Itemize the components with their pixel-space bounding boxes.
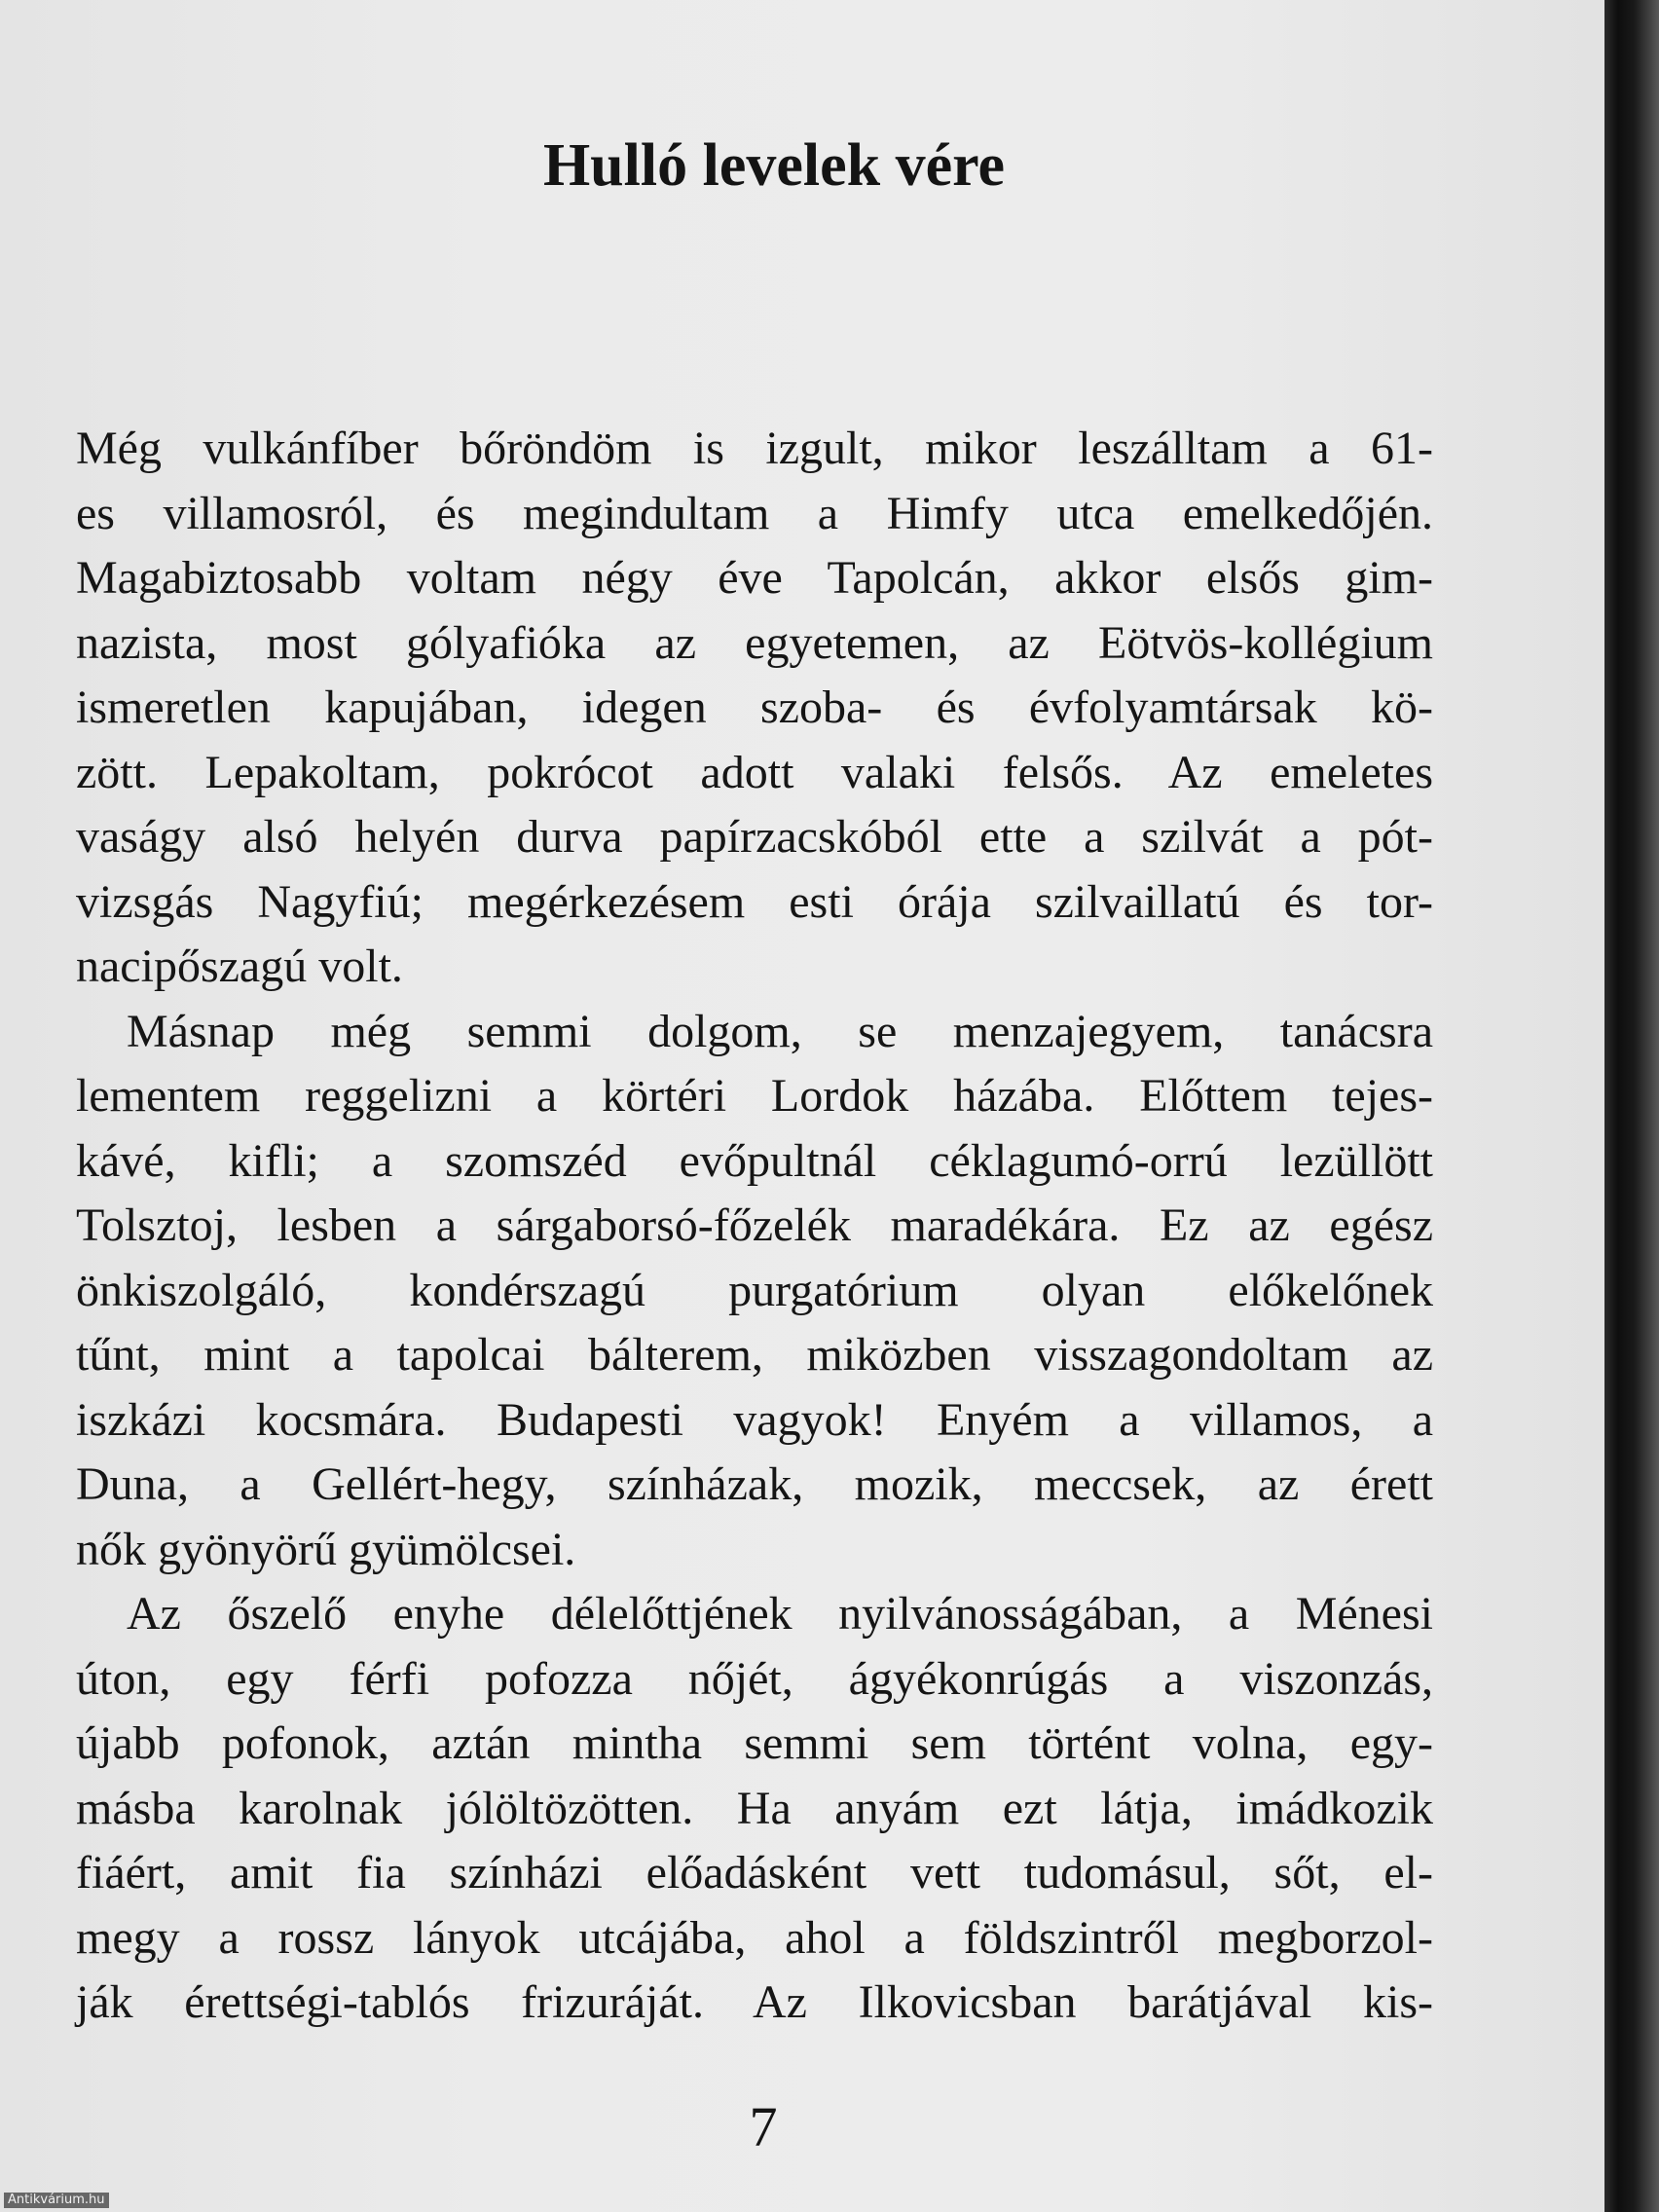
text-line: vizsgás Nagyfiú; megérkezésem esti órája szilvaillatú és tor- (76, 875, 1433, 928)
book-spine-edge (1604, 0, 1659, 2212)
text-line: Magabiztosabb voltam négy éve Tapolcán, akkor elsős gim- (76, 552, 1433, 604)
text-line: zött. Lepakoltam, pokrócot adott valaki felsős. Az emeletes (76, 746, 1433, 798)
text-line: nazista, most gólyafióka az egyetemen, az Eötvös-kollégium (76, 616, 1433, 669)
paragraph (76, 417, 1433, 1000)
text-line: nők gyönyörű gyümölcsei. (76, 1523, 576, 1575)
text-line: ják érettségi-tablós frizuráját. Az Ilkovicsban barátjával kis- (76, 1976, 1433, 2028)
text-line: tűnt, mint a tapolcai bálterem, miközben visszagondoltam az (76, 1329, 1433, 1381)
text-line: úton, egy férfi pofozza nőjét, ágyékonrúgás a viszonzás, (76, 1652, 1433, 1705)
paragraph (76, 1000, 1433, 1583)
text-line: újabb pofonok, aztán mintha semmi sem történt volna, egy- (76, 1717, 1433, 1769)
text-line: önkiszolgáló, kondérszagú purgatórium olyan előkelőnek (76, 1264, 1433, 1316)
body-text (76, 417, 1433, 2036)
text-line: iszkázi kocsmára. Budapesti vagyok! Enyém a villamos, a (76, 1393, 1433, 1446)
text-line: vaságy alsó helyén durva papírzacskóból ette a szilvát a pót- (76, 811, 1433, 863)
text-line: megy a rossz lányok utcájába, ahol a földszintről megborzol- (76, 1911, 1433, 1964)
text-line: Tolsztoj, lesben a sárgaborsó-főzelék maradékára. Ez az egész (76, 1199, 1433, 1251)
chapter-title: Hulló levelek vére (542, 131, 1006, 199)
text-line: ismeretlen kapujában, idegen szoba- és évfolyamtársak kö- (76, 682, 1433, 733)
text-line: nacipőszagú volt. (76, 940, 403, 992)
text-line: lementem reggelizni a körtéri Lordok házába. Előttem tejes- (76, 1070, 1433, 1122)
text-line: Még vulkánfíber bőröndöm is izgult, mikor leszálltam a 61- (76, 423, 1433, 474)
watermark: Antikvárium.hu (4, 2193, 109, 2208)
text-line: Másnap még semmi dolgom, se menzajegyem, tanácsra (127, 1005, 1433, 1057)
text-line: es villamosról, és megindultam a Himfy utca emelkedőjén. (76, 487, 1433, 539)
page-number: 7 (749, 2095, 778, 2158)
text-line: Duna, a Gellért-hegy, színházak, mozik, meccsek, az érett (76, 1458, 1433, 1510)
text-line: Az őszelő enyhe délelőttjének nyilvánosságában, a Ménesi (127, 1588, 1433, 1640)
text-line: fiáért, amit fia színházi előadásként vett tudomásul, sőt, el- (76, 1847, 1433, 1899)
paragraph (76, 1582, 1433, 2036)
text-line: kávé, kifli; a szomszéd evőpultnál céklagumó-orrú lezüllött (76, 1134, 1433, 1187)
text-line: másba karolnak jólöltözötten. Ha anyám ezt látja, imádkozik (76, 1782, 1433, 1834)
